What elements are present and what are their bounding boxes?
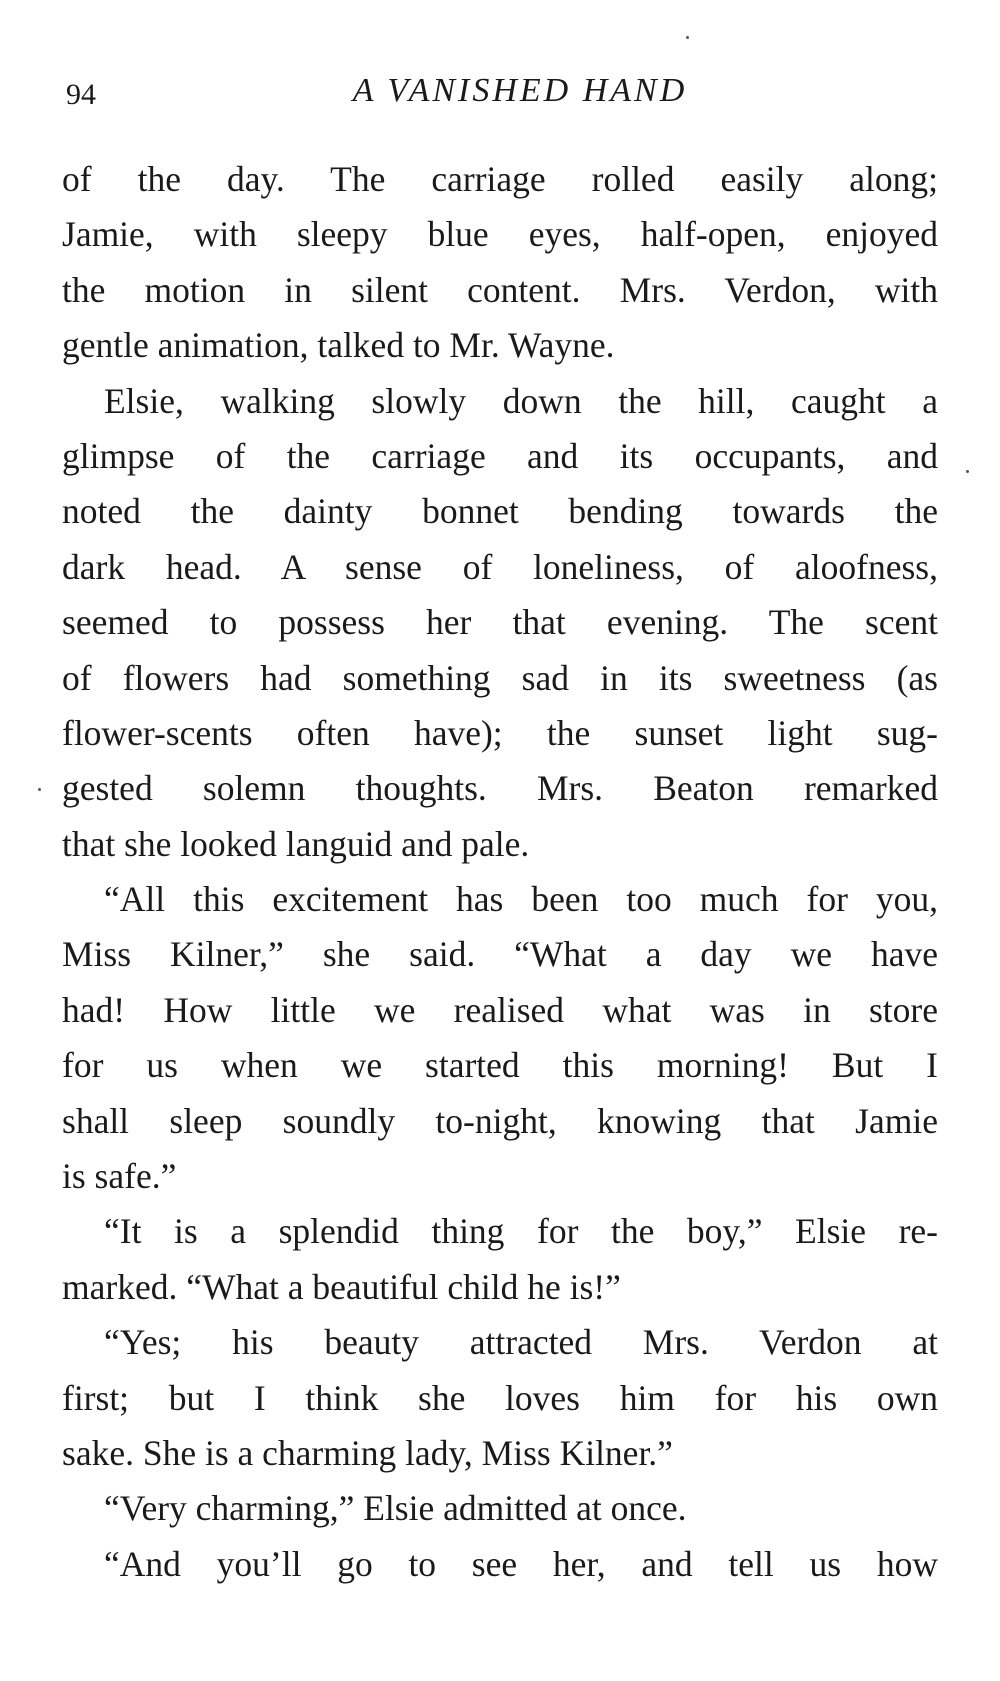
text-line: shall sleep soundly to-night, knowing that Jamie [62, 1100, 938, 1141]
running-title: A VANISHED HAND [352, 72, 688, 109]
text-line: had! How little we realised what was in store [62, 989, 938, 1030]
text-line: first; but I think she loves him for his own [62, 1377, 938, 1418]
text-line: “It is a splendid thing for the boy,” Elsie re- [104, 1211, 938, 1252]
text-line: “All this excitement has been too much for you, [104, 879, 938, 920]
text-line: is safe.” [62, 1156, 177, 1197]
text-line: glimpse of the carriage and its occupants, and [62, 435, 938, 476]
paper-speck [686, 36, 689, 39]
text-line: “And you’ll go to see her, and tell us how [104, 1543, 938, 1584]
text-line: of the day. The carriage rolled easily along; [62, 159, 938, 199]
text-line: for us when we started this morning! But I [62, 1045, 938, 1086]
paper-speck [38, 788, 41, 791]
text-line: flower-scents often have); the sunset light sug- [62, 712, 938, 753]
text-line: Jamie, with sleepy blue eyes, half-open, enjoyed [62, 214, 938, 255]
text-line: the motion in silent content. Mrs. Verdon, with [62, 269, 938, 310]
text-line: seemed to possess her that evening. The scent [62, 602, 938, 643]
text-line: Elsie, walking slowly down the hill, caught a [104, 380, 938, 421]
page-number: 94 [66, 78, 96, 111]
text-line: of flowers had something sad in its sweetness (as [62, 657, 938, 698]
paper-speck [966, 470, 969, 473]
text-line: Miss Kilner,” she said. “What a day we have [62, 934, 938, 975]
text-line: gentle animation, talked to Mr. Wayne. [62, 325, 615, 366]
text-line: sake. She is a charming lady, Miss Kilner.” [62, 1432, 673, 1473]
text-line: noted the dainty bonnet bending towards the [62, 491, 938, 532]
text-line: marked. “What a beautiful child he is!” [62, 1266, 621, 1307]
text-line: “Very charming,” Elsie admitted at once. [104, 1488, 687, 1529]
body-text [62, 152, 938, 1592]
text-line: dark head. A sense of loneliness, of aloofness, [62, 546, 938, 587]
text-line: “Yes; his beauty attracted Mrs. Verdon at [104, 1322, 938, 1363]
text-line: gested solemn thoughts. Mrs. Beaton remarked [62, 768, 938, 809]
page-header [62, 72, 938, 122]
text-line: that she looked languid and pale. [62, 823, 530, 864]
